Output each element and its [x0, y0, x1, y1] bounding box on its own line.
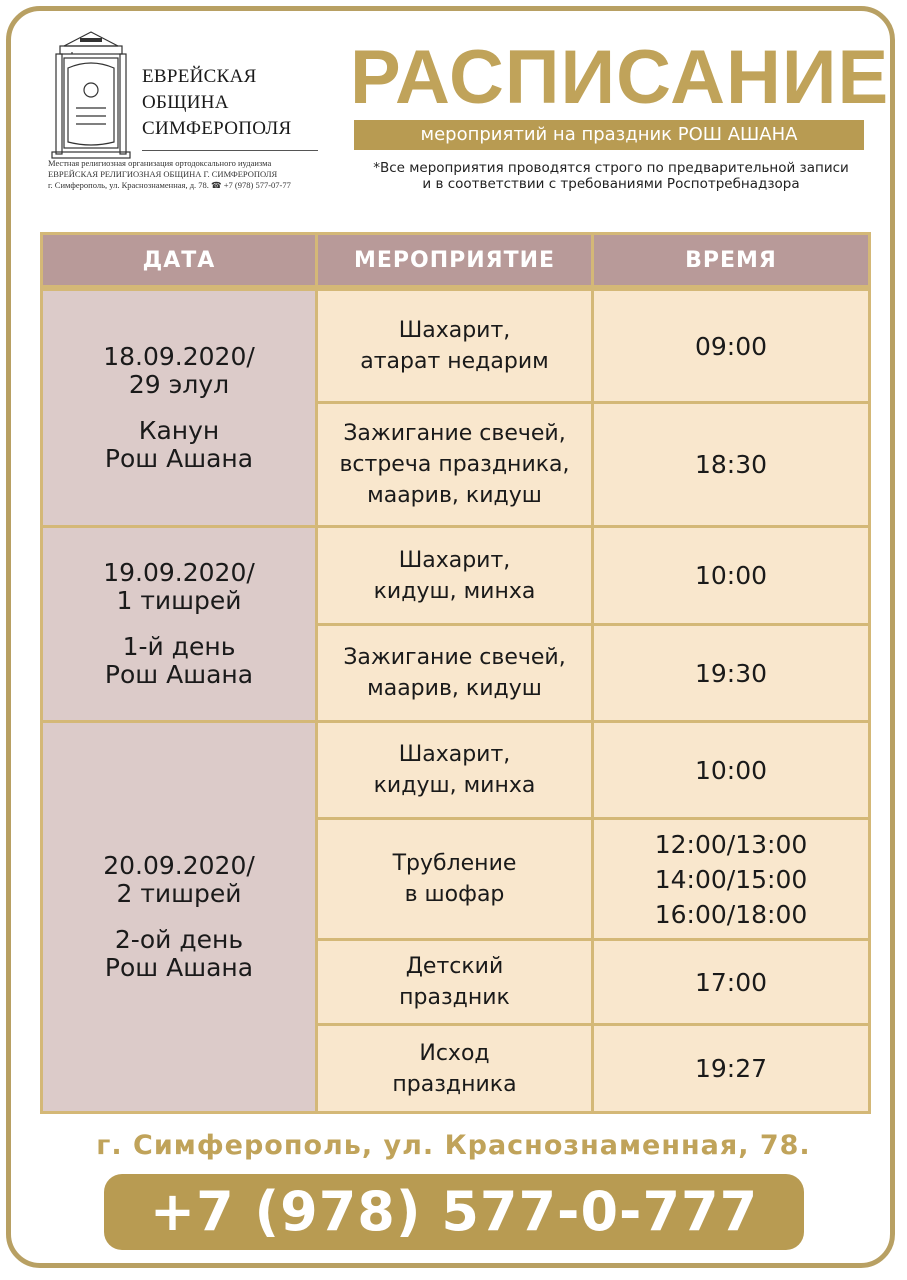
org-detail-line: Местная религиозная организация ортодоксального иудаизма [48, 158, 272, 168]
page-title: РАСПИСАНИЕ [350, 35, 890, 120]
date-line: 18.09.2020/ [103, 342, 255, 371]
event-cell [315, 525, 594, 626]
column-header-time: ВРЕМЯ [591, 232, 871, 288]
time-cell [591, 288, 871, 404]
org-divider [142, 150, 318, 151]
event-line: Трубление [392, 851, 517, 876]
date-line: 1 тишрей [116, 586, 242, 615]
time-value: 14:00/15:00 [654, 864, 808, 894]
time-value: 10:00 [694, 561, 768, 590]
event-cell [315, 1023, 594, 1114]
date-cell [40, 720, 318, 1114]
event-cell [315, 401, 594, 528]
org-name-line: СИМФЕРОПОЛЯ [142, 118, 292, 139]
time-cell [591, 817, 871, 941]
time-cell [591, 1023, 871, 1114]
org-name [142, 64, 292, 142]
event-line: кидуш, минха [373, 578, 536, 604]
time-cell [591, 623, 871, 723]
time-value: 19:30 [694, 658, 768, 688]
time-value: 09:00 [694, 331, 768, 361]
time-value: 19:27 [694, 1054, 768, 1083]
time-cell [591, 938, 871, 1026]
org-details [48, 158, 324, 191]
event-line: Детский [405, 954, 504, 979]
event-cell [315, 720, 594, 820]
event-cell [315, 288, 594, 404]
event-line: праздника [392, 1071, 517, 1097]
phone-banner: +7 (978) 577-0-777 [104, 1174, 804, 1250]
day-line: Канун [138, 416, 220, 445]
day-line: Рош Ашана [104, 444, 254, 473]
org-detail-line: г. Симферополь, ул. Краснознаменная, д. 78. ☎ +7 (978) 577-07-77 [48, 180, 291, 190]
date-line: 2 тишрей [116, 879, 242, 908]
event-line: Зажигание свечей, [343, 645, 566, 670]
day-line: Рош Ашана [104, 660, 254, 689]
column-header-event: МЕРОПРИЯТИЕ [315, 232, 594, 288]
subtitle-banner: мероприятий на праздник РОШ АШАНА [354, 120, 864, 150]
date-line: 20.09.2020/ [103, 851, 255, 880]
event-cell [315, 623, 594, 723]
event-line: атарат недарим [360, 349, 549, 374]
date-line: 19.09.2020/ [103, 558, 255, 587]
time-value: 16:00/18:00 [654, 899, 808, 929]
event-line: Исход [419, 1040, 490, 1066]
org-logo-block [44, 24, 324, 199]
event-line: кидуш, минха [373, 773, 536, 798]
org-name-line: ОБЩИНА [142, 92, 229, 113]
event-line: Шахарит, [398, 742, 511, 767]
time-cell [591, 525, 871, 626]
time-value: 18:30 [694, 450, 768, 479]
event-line: Зажигание свечей, [343, 421, 566, 446]
note-line: и в соответствии с требованиями Роспотребнадзора [422, 176, 800, 192]
day-line: 1-й день [122, 632, 236, 661]
org-name-line: ЕВРЕЙСКАЯ [142, 66, 257, 87]
time-value: 17:00 [694, 967, 768, 997]
event-line: в шофар [404, 882, 505, 907]
event-line: Шахарит, [398, 318, 511, 343]
event-line: маарив, кидуш [367, 676, 542, 701]
time-value: 12:00/13:00 [654, 829, 808, 859]
event-cell [315, 938, 594, 1026]
note-line: *Все мероприятия проводятся строго по предварительной записи [373, 160, 849, 176]
torah-ark-logo [46, 28, 136, 160]
time-cell [591, 401, 871, 528]
event-cell [315, 817, 594, 941]
day-line: Рош Ашана [104, 953, 254, 982]
date-cell [40, 288, 318, 528]
date-cell [40, 525, 318, 723]
event-line: Шахарит, [398, 547, 511, 573]
registration-note [356, 160, 866, 192]
date-line: 29 элул [128, 370, 230, 399]
event-line: праздник [399, 985, 510, 1010]
column-header-date: ДАТА [40, 232, 318, 288]
address-line: г. Симферополь, ул. Краснознаменная, 78. [96, 1130, 811, 1161]
org-detail-line: ЕВРЕЙСКАЯ РЕЛИГИОЗНАЯ ОБЩИНА Г. СИМФЕРОПОЛЯ [48, 169, 278, 179]
day-line: 2-ой день [114, 925, 244, 954]
event-line: маарив, кидуш [367, 483, 542, 508]
time-value: 10:00 [694, 755, 768, 785]
time-cell [591, 720, 871, 820]
event-line: встреча праздника, [339, 452, 570, 477]
